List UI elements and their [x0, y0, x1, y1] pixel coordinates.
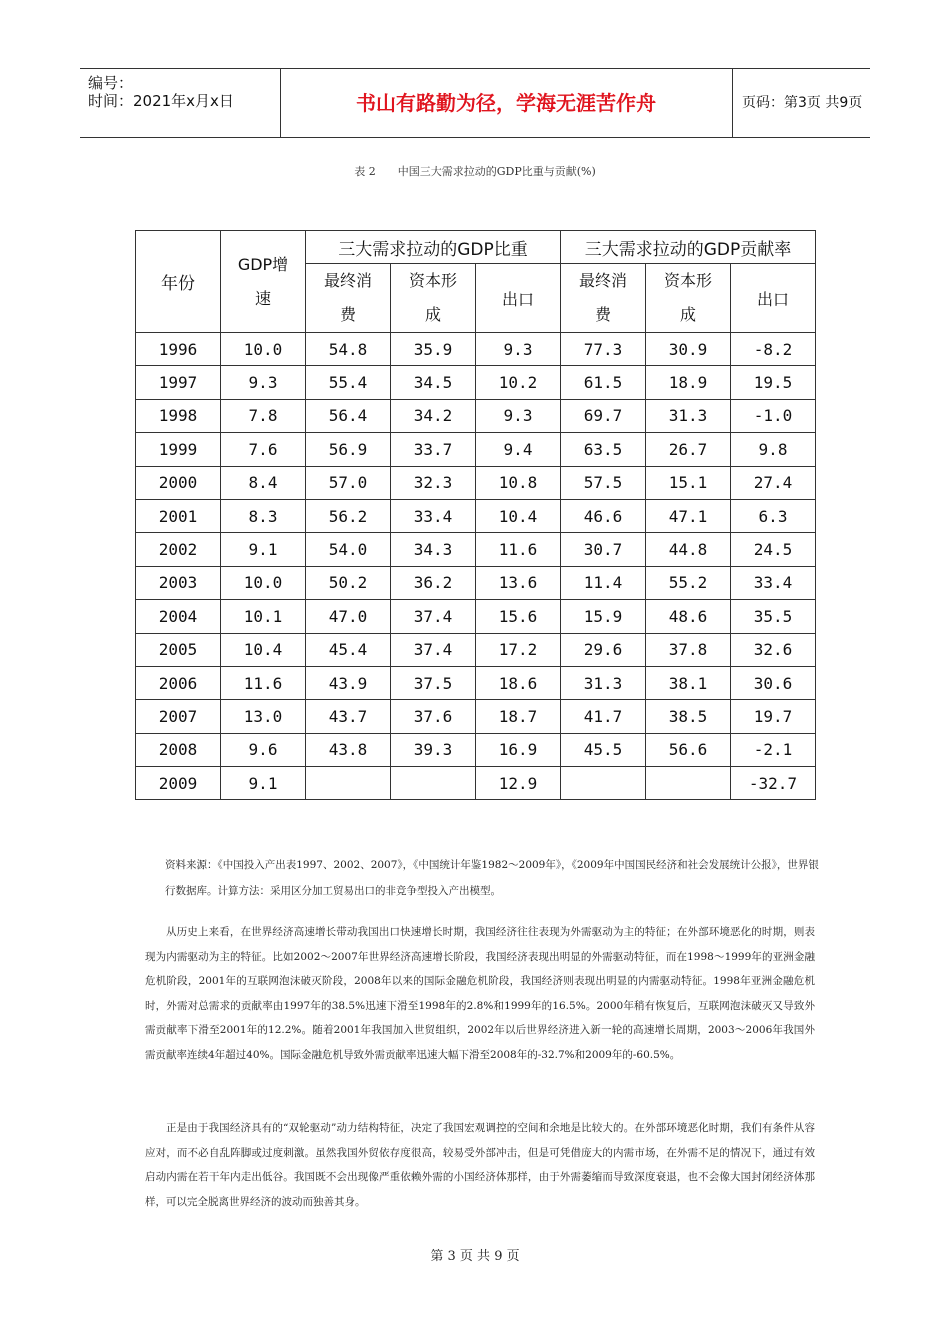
- header-share-capital-line2: 成: [424, 305, 441, 324]
- header-contrib-export: 出口: [731, 264, 816, 333]
- table-row: [136, 666, 816, 699]
- table-cell: -8.2: [731, 333, 816, 366]
- header-gdp-growth-line2: 速: [254, 288, 271, 308]
- table-cell: 2007: [136, 700, 221, 733]
- table-cell: 18.6: [476, 666, 561, 699]
- table-cell: 54.0: [306, 533, 391, 566]
- table-cell: 1996: [136, 333, 221, 366]
- table-cell: 63.5: [561, 433, 646, 466]
- table-cell: 16.9: [476, 733, 561, 766]
- header-share-capital: [391, 264, 476, 333]
- table-cell: 31.3: [561, 666, 646, 699]
- table-row: [136, 466, 816, 499]
- table-cell: 33.7: [391, 433, 476, 466]
- table-cell: 31.3: [646, 399, 731, 432]
- table-cell: 77.3: [561, 333, 646, 366]
- table-cell: 55.4: [306, 366, 391, 399]
- header-contrib-capital-line1: 资本形: [663, 271, 712, 290]
- table-cell: 13.0: [221, 700, 306, 733]
- table-cell: 10.0: [221, 333, 306, 366]
- table-cell: 35.5: [731, 600, 816, 633]
- table-cell: 8.4: [221, 466, 306, 499]
- table-cell: 9.1: [221, 533, 306, 566]
- table-cell: [561, 767, 646, 800]
- table-cell: 19.5: [731, 366, 816, 399]
- table-cell: 9.3: [476, 333, 561, 366]
- table-cell: 12.9: [476, 767, 561, 800]
- source-note: 资料来源：《中国投入产出表1997、2002、2007》，《中国统计年鉴1982～2009年》，《2009年中国国民经济和社会发展统计公报》，世界银行数据库。计算方法：采用区分加工贸易出口的非竞争型投入产出模型。: [165, 859, 819, 897]
- table-cell: 27.4: [731, 466, 816, 499]
- table-cell: 56.6: [646, 733, 731, 766]
- table-cell: 9.1: [221, 767, 306, 800]
- table-cell: -2.1: [731, 733, 816, 766]
- table-cell: 7.6: [221, 433, 306, 466]
- table-cell: 2000: [136, 466, 221, 499]
- table-cell: 9.3: [221, 366, 306, 399]
- table-cell: -1.0: [731, 399, 816, 432]
- header-share-export: 出口: [476, 264, 561, 333]
- table-cell: 43.7: [306, 700, 391, 733]
- table-cell: 47.0: [306, 600, 391, 633]
- table-row: [136, 366, 816, 399]
- table-row: [136, 533, 816, 566]
- table-cell: 46.6: [561, 499, 646, 532]
- table-cell: 36.2: [391, 566, 476, 599]
- table-cell: 44.8: [646, 533, 731, 566]
- table-cell: 32.3: [391, 466, 476, 499]
- document-date-label: 时间：2021年x月x日: [88, 92, 234, 110]
- table-row: [136, 566, 816, 599]
- table-cell: 11.4: [561, 566, 646, 599]
- table-cell: 56.4: [306, 399, 391, 432]
- header-contrib-consumption-line1: 最终消: [578, 271, 627, 290]
- table-cell: 10.1: [221, 600, 306, 633]
- document-number-label: 编号：: [88, 74, 134, 92]
- table-cell: 18.7: [476, 700, 561, 733]
- table-cell: 9.6: [221, 733, 306, 766]
- table-cell: 15.1: [646, 466, 731, 499]
- table-cell: 2003: [136, 566, 221, 599]
- table-cell: 10.4: [221, 633, 306, 666]
- table-cell: 10.8: [476, 466, 561, 499]
- table-cell: [646, 767, 731, 800]
- table-cell: 32.6: [731, 633, 816, 666]
- table-cell: 43.8: [306, 733, 391, 766]
- table-cell: 2005: [136, 633, 221, 666]
- table-cell: 38.5: [646, 700, 731, 733]
- table-row: [136, 767, 816, 800]
- table-row: [136, 700, 816, 733]
- header-meta: [80, 69, 281, 137]
- table-cell: 10.2: [476, 366, 561, 399]
- body-paragraph-2: 正是由于我国经济具有的“双轮驱动”动力结构特征，决定了我国宏观调控的空间和余地是比较大的。在外部环境恶化时期，我们有条件从容应对，而不必自乱阵脚或过度刺激。虽然我国外贸依存度很高，较易受外部冲击，但是可凭借庞大的内需市场，在外需不足的情况下，通过有效启动内需在若干年内走出低谷。我国既不会出现像严重依赖外需的小国经济体那样，由于外需萎缩而导致深度衰退，也不会像大国封闭经济体那样，可以完全脱离世界经济的波动而独善其身。: [145, 1122, 815, 1208]
- table-cell: 45.5: [561, 733, 646, 766]
- table-cell: 54.8: [306, 333, 391, 366]
- header-share-capital-line1: 资本形: [408, 271, 457, 290]
- table-cell: 9.8: [731, 433, 816, 466]
- table-row: [136, 433, 816, 466]
- table-cell: 30.9: [646, 333, 731, 366]
- table-cell: 45.4: [306, 633, 391, 666]
- table-cell: 13.6: [476, 566, 561, 599]
- header-motto: 书山有路勤为径，学海无涯苦作舟: [280, 69, 733, 137]
- table-cell: 33.4: [391, 499, 476, 532]
- table-cell: 24.5: [731, 533, 816, 566]
- table-cell: 30.7: [561, 533, 646, 566]
- header-page-label: 页码：第3页 共9页: [742, 95, 863, 111]
- table-cell: 11.6: [476, 533, 561, 566]
- table-cell: 56.9: [306, 433, 391, 466]
- table-cell: 50.2: [306, 566, 391, 599]
- table-cell: 34.2: [391, 399, 476, 432]
- table-cell: 57.0: [306, 466, 391, 499]
- table-cell: 37.4: [391, 633, 476, 666]
- header-contrib-consumption-line2: 费: [594, 305, 611, 324]
- table-caption: 表 2 中国三大需求拉动的GDP比重与贡献(%): [354, 165, 596, 178]
- table-cell: 10.0: [221, 566, 306, 599]
- table-cell: 7.8: [221, 399, 306, 432]
- header-share-consumption-line2: 费: [339, 305, 356, 324]
- header-share-consumption-line1: 最终消: [323, 271, 372, 290]
- table-cell: 38.1: [646, 666, 731, 699]
- table-cell: [306, 767, 391, 800]
- table-cell: 1999: [136, 433, 221, 466]
- table-cell: 57.5: [561, 466, 646, 499]
- header-gdp-growth: [221, 231, 306, 333]
- table-cell: 18.9: [646, 366, 731, 399]
- body-paragraph-1: 从历史上来看，在世界经济高速增长带动我国出口快速增长时期，我国经济往往表现为外需驱动为主的特征；在外部环境恶化的时期，则表现为内需驱动为主的特征。比如2002～2007年世界经济高速增长阶段，我国经济表现出明显的外需驱动特征，而在1998～1999年的亚洲金融危机阶段，2001年的互联网泡沫破灭阶段，2008年以来的国际金融危机阶段，我国经济则表现出明显的内需驱动特征。1998年亚洲金融危机时，外需对总需求的贡献率由1997年的38.5%迅速下滑至1998年的2.8%和1999年的16.5%。2000年稍有恢复后，互联网泡沫破灭又导致外需贡献率下滑至2001年的12.2%。随着2001年我国加入世贸组织，2002年以后世界经济进入新一轮的高速增长周期，2003～2006年我国外需贡献率连续4年超过40%。国际金融危机导致外需贡献率迅速大幅下滑至2008年的-32.7%和2009年的-60.5%。: [145, 926, 815, 1061]
- table-cell: 2004: [136, 600, 221, 633]
- table-cell: -32.7: [731, 767, 816, 800]
- table-cell: 41.7: [561, 700, 646, 733]
- table-cell: 35.9: [391, 333, 476, 366]
- table-cell: 37.6: [391, 700, 476, 733]
- gdp-demand-table: [135, 230, 816, 800]
- header-contrib-capital-line2: 成: [679, 305, 696, 324]
- table-cell: 9.3: [476, 399, 561, 432]
- table-row: [136, 399, 816, 432]
- table-cell: 39.3: [391, 733, 476, 766]
- table-cell: 1998: [136, 399, 221, 432]
- header-contrib-consumption: [561, 264, 646, 333]
- header-contrib-capital: [646, 264, 731, 333]
- table-cell: 6.3: [731, 499, 816, 532]
- table-cell: 61.5: [561, 366, 646, 399]
- table-cell: 11.6: [221, 666, 306, 699]
- header-year: 年份: [136, 231, 221, 333]
- header-group-share: 三大需求拉动的GDP比重: [306, 231, 561, 264]
- table-cell: 47.1: [646, 499, 731, 532]
- table-cell: 34.5: [391, 366, 476, 399]
- table-cell: 37.8: [646, 633, 731, 666]
- table-row: [136, 600, 816, 633]
- table-cell: 2009: [136, 767, 221, 800]
- table-cell: 9.4: [476, 433, 561, 466]
- table-cell: 19.7: [731, 700, 816, 733]
- table-cell: 15.9: [561, 600, 646, 633]
- table-cell: 43.9: [306, 666, 391, 699]
- table-cell: 15.6: [476, 600, 561, 633]
- table-cell: 2001: [136, 499, 221, 532]
- table-cell: 69.7: [561, 399, 646, 432]
- table-row: [136, 499, 816, 532]
- table-cell: 26.7: [646, 433, 731, 466]
- table-cell: 2008: [136, 733, 221, 766]
- table-cell: 29.6: [561, 633, 646, 666]
- table-row: [136, 333, 816, 366]
- table-cell: 17.2: [476, 633, 561, 666]
- header-group-contribution: 三大需求拉动的GDP贡献率: [561, 231, 816, 264]
- table-row: [136, 733, 816, 766]
- table-cell: 33.4: [731, 566, 816, 599]
- table-cell: 2002: [136, 533, 221, 566]
- table-cell: 37.5: [391, 666, 476, 699]
- table-cell: 55.2: [646, 566, 731, 599]
- page-header: [80, 68, 870, 138]
- table-cell: 30.6: [731, 666, 816, 699]
- table-cell: 8.3: [221, 499, 306, 532]
- page-footer: 第 3 页 共 9 页: [430, 1249, 520, 1264]
- header-gdp-growth-line1: GDP增: [237, 254, 289, 274]
- table-cell: 1997: [136, 366, 221, 399]
- table-cell: 37.4: [391, 600, 476, 633]
- table-cell: [391, 767, 476, 800]
- header-share-consumption: [306, 264, 391, 333]
- table-cell: 34.3: [391, 533, 476, 566]
- table-cell: 10.4: [476, 499, 561, 532]
- table-cell: 2006: [136, 666, 221, 699]
- table-cell: 48.6: [646, 600, 731, 633]
- table-row: [136, 633, 816, 666]
- table-cell: 56.2: [306, 499, 391, 532]
